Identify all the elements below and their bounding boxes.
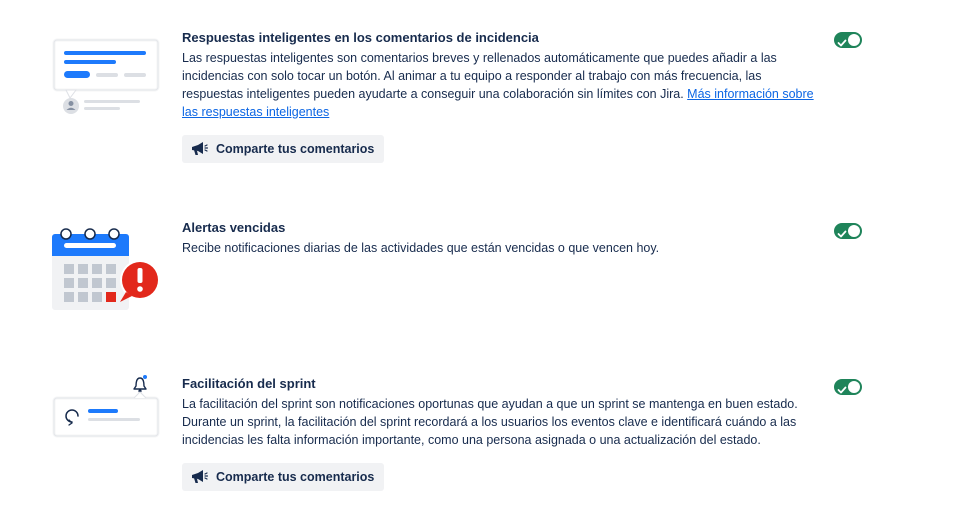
- feature-description: La facilitación del sprint son notificaciones oportunas que ayudan a que un sprint se mantenga en buen estado. Durante un sprint, la facilitación del sprint recordará a los usuarios los eventos clave e identificará cuándo a las incidencias les falta información importante, como una persona asignada o una actualización del estado.: [182, 397, 798, 447]
- feature-description: Recibe notificaciones diarias de las actividades que están vencidas o que vencen hoy.: [182, 241, 660, 255]
- learn-more-link[interactable]: Más información sobre las respuestas inteligentes: [182, 87, 814, 119]
- feedback-button-label: Comparte tus comentarios: [216, 470, 375, 484]
- calendar-alert-illustration: [44, 226, 169, 316]
- feature-title: Facilitación del sprint: [182, 376, 316, 391]
- checkmark-icon: [837, 226, 847, 244]
- feature-title: Alertas vencidas: [182, 220, 286, 235]
- smart-replies-toggle[interactable]: [834, 32, 862, 48]
- megaphone-icon: [190, 469, 208, 485]
- feature-smart-replies-content: [182, 29, 822, 163]
- toggle-knob: [848, 34, 860, 46]
- overdue-alerts-toggle[interactable]: [834, 223, 862, 239]
- feature-description: Las respuestas inteligentes son comentarios breves y rellenados automáticamente que puedes añadir a las incidencias con solo tocar un botón. Al animar a tu equipo a responder al trabajo con más frecuencia, las respuestas inteligentes pueden ayudarte a conseguir una colaboración sin límites con Jira. Más información sobre las respuestas inteligentes: [182, 51, 814, 119]
- checkmark-icon: [837, 382, 847, 400]
- sprint-notification-illustration: [44, 368, 169, 458]
- checkmark-icon: [837, 35, 847, 53]
- toggle-knob: [848, 225, 860, 237]
- sprint-facilitation-toggle[interactable]: [834, 379, 862, 395]
- megaphone-icon: [190, 141, 208, 157]
- feature-sprint-facilitation-content: [182, 375, 822, 491]
- toggle-knob: [848, 381, 860, 393]
- smart-reply-illustration: [44, 36, 169, 126]
- feedback-button-label: Comparte tus comentarios: [216, 142, 375, 156]
- feature-title: Respuestas inteligentes en los comentarios de incidencia: [182, 30, 539, 45]
- feedback-button[interactable]: [182, 463, 384, 491]
- feedback-button[interactable]: [182, 135, 384, 163]
- feature-overdue-alerts-content: [182, 219, 822, 257]
